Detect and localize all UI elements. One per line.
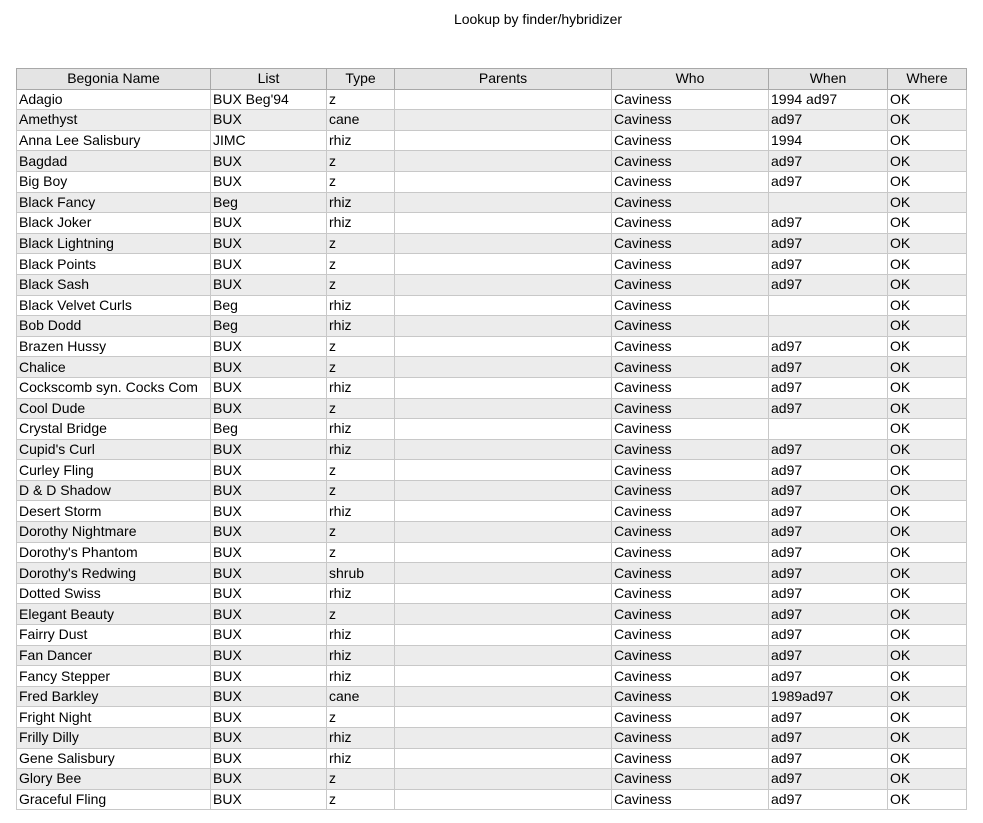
cell-where: OK <box>888 707 967 728</box>
cell-where: OK <box>888 583 967 604</box>
cell-parents <box>395 604 612 625</box>
cell-begonia-name: Adagio <box>17 89 211 110</box>
cell-when <box>769 295 888 316</box>
cell-where: OK <box>888 357 967 378</box>
table-row[interactable] <box>17 398 967 419</box>
cell-type: rhiz <box>327 625 395 646</box>
cell-when: ad97 <box>769 666 888 687</box>
cell-when: ad97 <box>769 233 888 254</box>
cell-type: z <box>327 460 395 481</box>
cell-begonia-name: Desert Storm <box>17 501 211 522</box>
cell-who: Caviness <box>612 522 769 543</box>
table-row[interactable] <box>17 563 967 584</box>
cell-who: Caviness <box>612 563 769 584</box>
cell-when: ad97 <box>769 625 888 646</box>
cell-where: OK <box>888 686 967 707</box>
cell-where: OK <box>888 728 967 749</box>
cell-type: rhiz <box>327 192 395 213</box>
cell-parents <box>395 522 612 543</box>
cell-begonia-name: Dorothy Nightmare <box>17 522 211 543</box>
cell-type: rhiz <box>327 666 395 687</box>
cell-list: BUX <box>211 625 327 646</box>
column-header-who[interactable]: Who <box>612 69 769 90</box>
cell-where: OK <box>888 89 967 110</box>
cell-where: OK <box>888 192 967 213</box>
cell-list: BUX <box>211 357 327 378</box>
cell-who: Caviness <box>612 151 769 172</box>
cell-where: OK <box>888 336 967 357</box>
cell-who: Caviness <box>612 625 769 646</box>
cell-who: Caviness <box>612 439 769 460</box>
cell-when: ad97 <box>769 769 888 790</box>
column-header-parents[interactable]: Parents <box>395 69 612 90</box>
cell-who: Caviness <box>612 254 769 275</box>
cell-who: Caviness <box>612 542 769 563</box>
cell-begonia-name: Black Velvet Curls <box>17 295 211 316</box>
cell-when: ad97 <box>769 398 888 419</box>
cell-where: OK <box>888 666 967 687</box>
cell-parents <box>395 151 612 172</box>
table-row[interactable] <box>17 110 967 131</box>
cell-who: Caviness <box>612 213 769 234</box>
cell-parents <box>395 789 612 810</box>
cell-list: BUX <box>211 233 327 254</box>
cell-begonia-name: Dorothy's Redwing <box>17 563 211 584</box>
cell-when: ad97 <box>769 110 888 131</box>
cell-begonia-name: Fancy Stepper <box>17 666 211 687</box>
cell-who: Caviness <box>612 645 769 666</box>
cell-parents <box>395 192 612 213</box>
cell-list: BUX <box>211 213 327 234</box>
cell-when: ad97 <box>769 357 888 378</box>
cell-where: OK <box>888 398 967 419</box>
cell-begonia-name: Bagdad <box>17 151 211 172</box>
cell-parents <box>395 213 612 234</box>
cell-list: BUX <box>211 171 327 192</box>
cell-begonia-name: Crystal Bridge <box>17 419 211 440</box>
cell-type: z <box>327 151 395 172</box>
cell-type: z <box>327 254 395 275</box>
cell-type: z <box>327 233 395 254</box>
cell-who: Caviness <box>612 707 769 728</box>
cell-parents <box>395 769 612 790</box>
cell-where: OK <box>888 254 967 275</box>
cell-list: Beg <box>211 316 327 337</box>
cell-parents <box>395 480 612 501</box>
cell-list: BUX <box>211 439 327 460</box>
cell-who: Caviness <box>612 357 769 378</box>
cell-parents <box>395 295 612 316</box>
cell-where: OK <box>888 789 967 810</box>
table-row[interactable] <box>17 604 967 625</box>
table-row[interactable] <box>17 171 967 192</box>
cell-who: Caviness <box>612 130 769 151</box>
cell-who: Caviness <box>612 748 769 769</box>
header-row <box>17 69 967 90</box>
cell-begonia-name: Big Boy <box>17 171 211 192</box>
table-row[interactable] <box>17 151 967 172</box>
table-row[interactable] <box>17 233 967 254</box>
table-row[interactable] <box>17 480 967 501</box>
cell-type: z <box>327 604 395 625</box>
cell-who: Caviness <box>612 666 769 687</box>
cell-begonia-name: Black Fancy <box>17 192 211 213</box>
table-row[interactable] <box>17 213 967 234</box>
cell-when: ad97 <box>769 728 888 749</box>
cell-when: ad97 <box>769 522 888 543</box>
cell-where: OK <box>888 748 967 769</box>
cell-type: rhiz <box>327 377 395 398</box>
cell-where: OK <box>888 171 967 192</box>
cell-begonia-name: Brazen Hussy <box>17 336 211 357</box>
cell-type: z <box>327 769 395 790</box>
cell-parents <box>395 316 612 337</box>
cell-begonia-name: Bob Dodd <box>17 316 211 337</box>
table-row[interactable] <box>17 130 967 151</box>
cell-list: BUX <box>211 748 327 769</box>
cell-list: BUX <box>211 501 327 522</box>
cell-when: ad97 <box>769 336 888 357</box>
cell-begonia-name: Amethyst <box>17 110 211 131</box>
cell-list: BUX Beg'94 <box>211 89 327 110</box>
cell-parents <box>395 130 612 151</box>
cell-who: Caviness <box>612 295 769 316</box>
table-row[interactable] <box>17 666 967 687</box>
cell-where: OK <box>888 213 967 234</box>
cell-list: BUX <box>211 769 327 790</box>
table-row[interactable] <box>17 316 967 337</box>
cell-begonia-name: Graceful Fling <box>17 789 211 810</box>
cell-who: Caviness <box>612 89 769 110</box>
cell-parents <box>395 233 612 254</box>
cell-who: Caviness <box>612 171 769 192</box>
cell-begonia-name: Fright Night <box>17 707 211 728</box>
cell-parents <box>395 274 612 295</box>
cell-where: OK <box>888 501 967 522</box>
cell-type: rhiz <box>327 748 395 769</box>
cell-who: Caviness <box>612 480 769 501</box>
cell-list: BUX <box>211 377 327 398</box>
cell-who: Caviness <box>612 728 769 749</box>
cell-parents <box>395 542 612 563</box>
cell-list: BUX <box>211 686 327 707</box>
cell-parents <box>395 419 612 440</box>
cell-list: Beg <box>211 419 327 440</box>
cell-list: BUX <box>211 645 327 666</box>
cell-type: cane <box>327 110 395 131</box>
cell-type: rhiz <box>327 419 395 440</box>
cell-parents <box>395 728 612 749</box>
cell-list: BUX <box>211 604 327 625</box>
cell-who: Caviness <box>612 274 769 295</box>
cell-begonia-name: Black Joker <box>17 213 211 234</box>
cell-where: OK <box>888 295 967 316</box>
cell-who: Caviness <box>612 789 769 810</box>
cell-who: Caviness <box>612 501 769 522</box>
cell-who: Caviness <box>612 398 769 419</box>
cell-when: ad97 <box>769 748 888 769</box>
cell-where: OK <box>888 377 967 398</box>
cell-type: rhiz <box>327 645 395 666</box>
cell-when: ad97 <box>769 439 888 460</box>
cell-when: 1994 <box>769 130 888 151</box>
cell-list: Beg <box>211 295 327 316</box>
table-row[interactable] <box>17 254 967 275</box>
table-row[interactable] <box>17 460 967 481</box>
table-row[interactable] <box>17 336 967 357</box>
cell-where: OK <box>888 233 967 254</box>
cell-who: Caviness <box>612 233 769 254</box>
cell-type: rhiz <box>327 213 395 234</box>
cell-where: OK <box>888 419 967 440</box>
table-row[interactable] <box>17 728 967 749</box>
cell-parents <box>395 357 612 378</box>
cell-list: BUX <box>211 151 327 172</box>
table-row[interactable] <box>17 748 967 769</box>
cell-parents <box>395 583 612 604</box>
cell-begonia-name: Dorothy's Phantom <box>17 542 211 563</box>
cell-begonia-name: D & D Shadow <box>17 480 211 501</box>
cell-begonia-name: Curley Fling <box>17 460 211 481</box>
cell-parents <box>395 707 612 728</box>
cell-who: Caviness <box>612 769 769 790</box>
cell-list: BUX <box>211 274 327 295</box>
cell-type: z <box>327 522 395 543</box>
cell-when: ad97 <box>769 377 888 398</box>
cell-list: BUX <box>211 336 327 357</box>
cell-when: ad97 <box>769 645 888 666</box>
cell-who: Caviness <box>612 604 769 625</box>
cell-parents <box>395 666 612 687</box>
cell-when: 1989ad97 <box>769 686 888 707</box>
cell-list: BUX <box>211 728 327 749</box>
cell-type: rhiz <box>327 439 395 460</box>
cell-when: ad97 <box>769 151 888 172</box>
cell-where: OK <box>888 274 967 295</box>
cell-when: ad97 <box>769 542 888 563</box>
cell-parents <box>395 686 612 707</box>
cell-who: Caviness <box>612 336 769 357</box>
cell-begonia-name: Fairry Dust <box>17 625 211 646</box>
cell-list: BUX <box>211 707 327 728</box>
cell-when: 1994 ad97 <box>769 89 888 110</box>
cell-who: Caviness <box>612 316 769 337</box>
cell-when: ad97 <box>769 501 888 522</box>
cell-parents <box>395 377 612 398</box>
cell-list: BUX <box>211 563 327 584</box>
cell-where: OK <box>888 480 967 501</box>
table-row[interactable] <box>17 501 967 522</box>
cell-when: ad97 <box>769 789 888 810</box>
cell-when: ad97 <box>769 480 888 501</box>
cell-type: z <box>327 171 395 192</box>
cell-begonia-name: Cockscomb syn. Cocks Com <box>17 377 211 398</box>
column-header-where[interactable]: Where <box>888 69 967 90</box>
cell-when <box>769 316 888 337</box>
table-row[interactable] <box>17 89 967 110</box>
cell-who: Caviness <box>612 686 769 707</box>
cell-begonia-name: Cupid's Curl <box>17 439 211 460</box>
table-row[interactable] <box>17 645 967 666</box>
table-row[interactable] <box>17 357 967 378</box>
table-row[interactable] <box>17 583 967 604</box>
cell-parents <box>395 254 612 275</box>
cell-where: OK <box>888 460 967 481</box>
cell-list: BUX <box>211 460 327 481</box>
table-row[interactable] <box>17 419 967 440</box>
cell-type: rhiz <box>327 316 395 337</box>
cell-type: z <box>327 357 395 378</box>
cell-type: z <box>327 398 395 419</box>
cell-parents <box>395 460 612 481</box>
cell-where: OK <box>888 110 967 131</box>
cell-list: BUX <box>211 542 327 563</box>
cell-when: ad97 <box>769 213 888 234</box>
cell-begonia-name: Anna Lee Salisbury <box>17 130 211 151</box>
cell-type: z <box>327 542 395 563</box>
cell-type: shrub <box>327 563 395 584</box>
cell-when: ad97 <box>769 171 888 192</box>
column-header-when[interactable]: When <box>769 69 888 90</box>
cell-type: rhiz <box>327 295 395 316</box>
cell-when: ad97 <box>769 460 888 481</box>
table-row[interactable] <box>17 274 967 295</box>
cell-parents <box>395 171 612 192</box>
cell-where: OK <box>888 439 967 460</box>
cell-where: OK <box>888 130 967 151</box>
cell-parents <box>395 89 612 110</box>
cell-parents <box>395 398 612 419</box>
cell-list: Beg <box>211 192 327 213</box>
cell-when: ad97 <box>769 604 888 625</box>
table-row[interactable] <box>17 789 967 810</box>
cell-who: Caviness <box>612 583 769 604</box>
cell-where: OK <box>888 563 967 584</box>
page-title: Lookup by finder/hybridizer <box>453 11 623 27</box>
cell-when: ad97 <box>769 274 888 295</box>
cell-type: z <box>327 89 395 110</box>
cell-who: Caviness <box>612 460 769 481</box>
cell-parents <box>395 625 612 646</box>
cell-begonia-name: Frilly Dilly <box>17 728 211 749</box>
cell-type: rhiz <box>327 728 395 749</box>
cell-begonia-name: Dotted Swiss <box>17 583 211 604</box>
cell-type: cane <box>327 686 395 707</box>
cell-list: BUX <box>211 480 327 501</box>
cell-parents <box>395 501 612 522</box>
table-row[interactable] <box>17 295 967 316</box>
cell-who: Caviness <box>612 192 769 213</box>
cell-where: OK <box>888 151 967 172</box>
table-row[interactable] <box>17 625 967 646</box>
table-row[interactable] <box>17 439 967 460</box>
table-row[interactable] <box>17 707 967 728</box>
cell-type: z <box>327 336 395 357</box>
lookup-table <box>16 68 967 810</box>
cell-begonia-name: Cool Dude <box>17 398 211 419</box>
cell-when <box>769 192 888 213</box>
cell-when <box>769 419 888 440</box>
cell-when: ad97 <box>769 563 888 584</box>
cell-begonia-name: Black Lightning <box>17 233 211 254</box>
cell-list: BUX <box>211 110 327 131</box>
table-row[interactable] <box>17 377 967 398</box>
table-row[interactable] <box>17 542 967 563</box>
cell-type: z <box>327 707 395 728</box>
table-body <box>17 89 967 810</box>
cell-where: OK <box>888 625 967 646</box>
cell-type: z <box>327 480 395 501</box>
cell-type: rhiz <box>327 583 395 604</box>
table-row[interactable] <box>17 522 967 543</box>
cell-parents <box>395 336 612 357</box>
cell-where: OK <box>888 604 967 625</box>
cell-begonia-name: Fred Barkley <box>17 686 211 707</box>
cell-who: Caviness <box>612 419 769 440</box>
cell-begonia-name: Elegant Beauty <box>17 604 211 625</box>
cell-list: BUX <box>211 583 327 604</box>
cell-parents <box>395 110 612 131</box>
cell-when: ad97 <box>769 707 888 728</box>
cell-list: BUX <box>211 398 327 419</box>
table-row[interactable] <box>17 192 967 213</box>
cell-parents <box>395 748 612 769</box>
cell-parents <box>395 563 612 584</box>
table-row[interactable] <box>17 686 967 707</box>
cell-begonia-name: Black Points <box>17 254 211 275</box>
column-header-list[interactable]: List <box>211 69 327 90</box>
cell-list: BUX <box>211 789 327 810</box>
cell-begonia-name: Glory Bee <box>17 769 211 790</box>
cell-parents <box>395 645 612 666</box>
cell-where: OK <box>888 542 967 563</box>
column-header-begonia-name[interactable]: Begonia Name <box>17 69 211 90</box>
cell-begonia-name: Gene Salisbury <box>17 748 211 769</box>
cell-list: BUX <box>211 254 327 275</box>
cell-begonia-name: Fan Dancer <box>17 645 211 666</box>
table-row[interactable] <box>17 769 967 790</box>
cell-type: z <box>327 789 395 810</box>
cell-begonia-name: Black Sash <box>17 274 211 295</box>
cell-where: OK <box>888 522 967 543</box>
column-header-type[interactable]: Type <box>327 69 395 90</box>
cell-type: rhiz <box>327 501 395 522</box>
cell-where: OK <box>888 645 967 666</box>
cell-list: JIMC <box>211 130 327 151</box>
cell-type: rhiz <box>327 130 395 151</box>
cell-list: BUX <box>211 522 327 543</box>
cell-when: ad97 <box>769 254 888 275</box>
cell-where: OK <box>888 769 967 790</box>
cell-when: ad97 <box>769 583 888 604</box>
cell-type: z <box>327 274 395 295</box>
cell-where: OK <box>888 316 967 337</box>
cell-who: Caviness <box>612 110 769 131</box>
cell-begonia-name: Chalice <box>17 357 211 378</box>
cell-parents <box>395 439 612 460</box>
cell-who: Caviness <box>612 377 769 398</box>
cell-list: BUX <box>211 666 327 687</box>
